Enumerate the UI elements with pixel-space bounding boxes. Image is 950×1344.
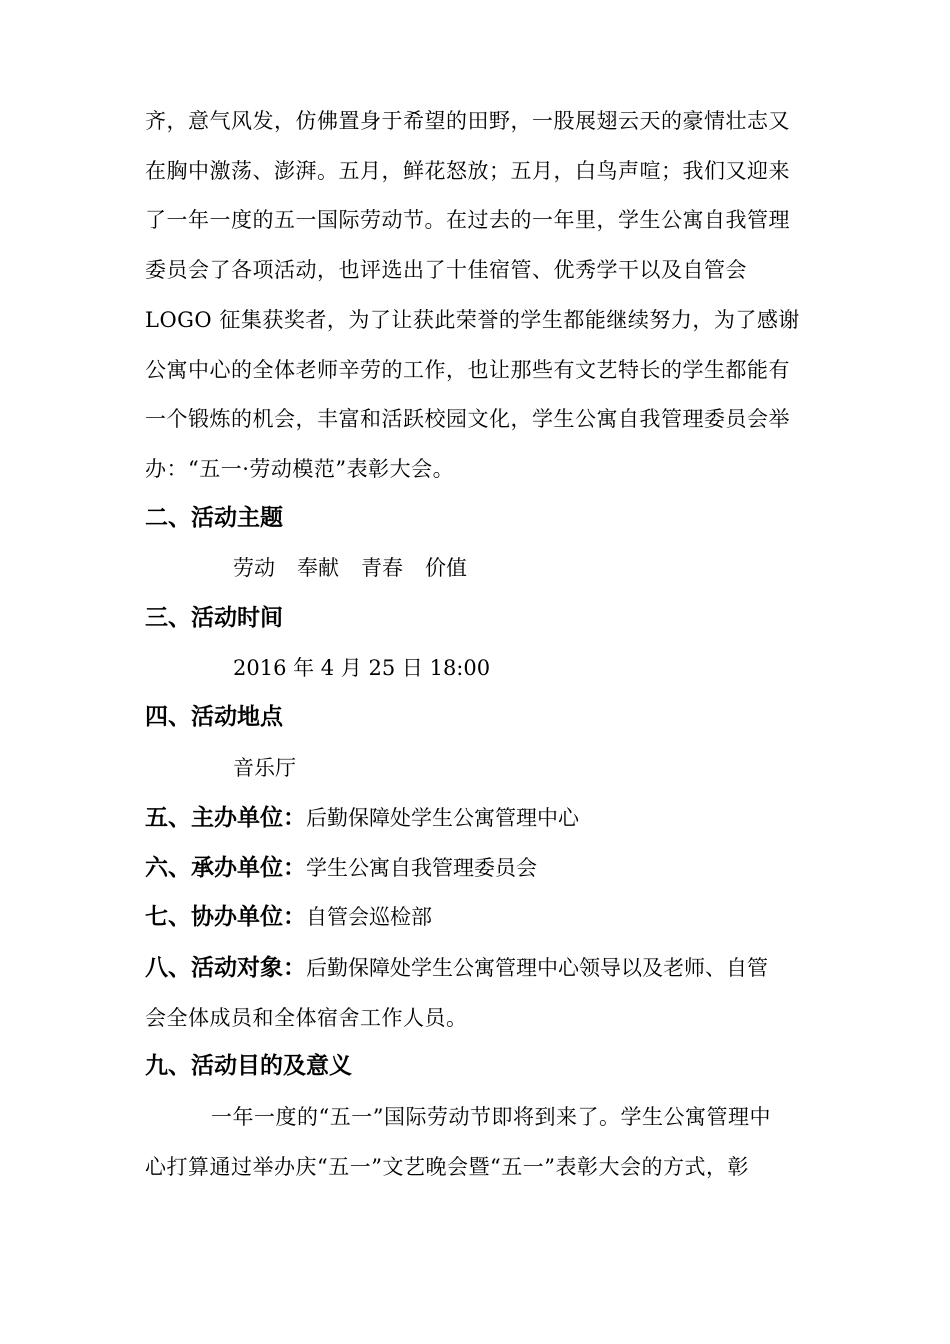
audience-heading: 八、活动对象：: [145, 955, 306, 981]
theme-word-youth: 青春: [361, 556, 403, 580]
audience-row: [145, 952, 768, 984]
host-row: [145, 802, 579, 834]
intro-line-5: LOGO 征集获奖者，为了让获此荣誉的学生都能继续努力，为了感谢: [145, 308, 800, 332]
time-value: 2016 年 4 月 25 日 18:00: [233, 656, 491, 680]
theme-word-labor: 劳动: [233, 556, 275, 580]
theme-heading: 二、活动主题: [145, 505, 283, 531]
intro-line-7: 一个锻炼的机会，丰富和活跃校园文化，学生公寓自我管理委员会举: [145, 407, 790, 431]
purpose-heading: 九、活动目的及意义: [145, 1053, 352, 1079]
intro-line-3: 了一年一度的五一国际劳动节。在过去的一年里，学生公寓自我管理: [145, 208, 790, 232]
co-organizer-row: [145, 901, 432, 933]
time-heading: 三、活动时间: [145, 605, 283, 631]
host-value: 后勤保障处学生公寓管理中心: [306, 806, 579, 830]
co-organizer-heading: 七、协办单位：: [145, 904, 306, 930]
organizer-value: 学生公寓自我管理委员会: [306, 856, 537, 880]
intro-line-4: 委员会了各项活动，也评选出了十佳宿管、优秀学干以及自管会: [145, 258, 747, 282]
purpose-line-1: 一年一度的“五一”国际劳动节即将到来了。学生公寓管理中: [211, 1105, 771, 1129]
co-organizer-value: 自管会巡检部: [306, 905, 432, 929]
place-value: 音乐厅: [233, 756, 296, 780]
intro-line-6: 公寓中心的全体老师辛劳的工作，也让那些有文艺特长的学生都能有: [145, 358, 790, 382]
audience-value: 后勤保障处学生公寓管理中心领导以及老师、自管: [306, 956, 768, 980]
audience-value-cont: 会全体成员和全体宿舍工作人员。: [145, 1006, 468, 1030]
theme-word-value: 价值: [425, 556, 467, 580]
organizer-heading: 六、承办单位：: [145, 855, 306, 881]
intro-line-8: 办：“五一·劳动模范”表彰大会。: [145, 457, 455, 481]
theme-words: [233, 553, 489, 583]
theme-word-dedication: 奉献: [297, 556, 339, 580]
purpose-line-2: 心打算通过举办庆“五一”文艺晚会暨“五一”表彰大会的方式，彰: [145, 1155, 749, 1179]
intro-line-2: 在胸中激荡、澎湃。五月，鲜花怒放；五月，白鸟声喧；我们又迎来: [145, 159, 790, 183]
host-heading: 五、主办单位：: [145, 805, 306, 831]
intro-line-1: 齐，意气风发，仿佛置身于希望的田野，一股展翅云天的豪情壮志又: [145, 109, 790, 133]
place-heading: 四、活动地点: [145, 704, 283, 730]
organizer-row: [145, 852, 537, 884]
